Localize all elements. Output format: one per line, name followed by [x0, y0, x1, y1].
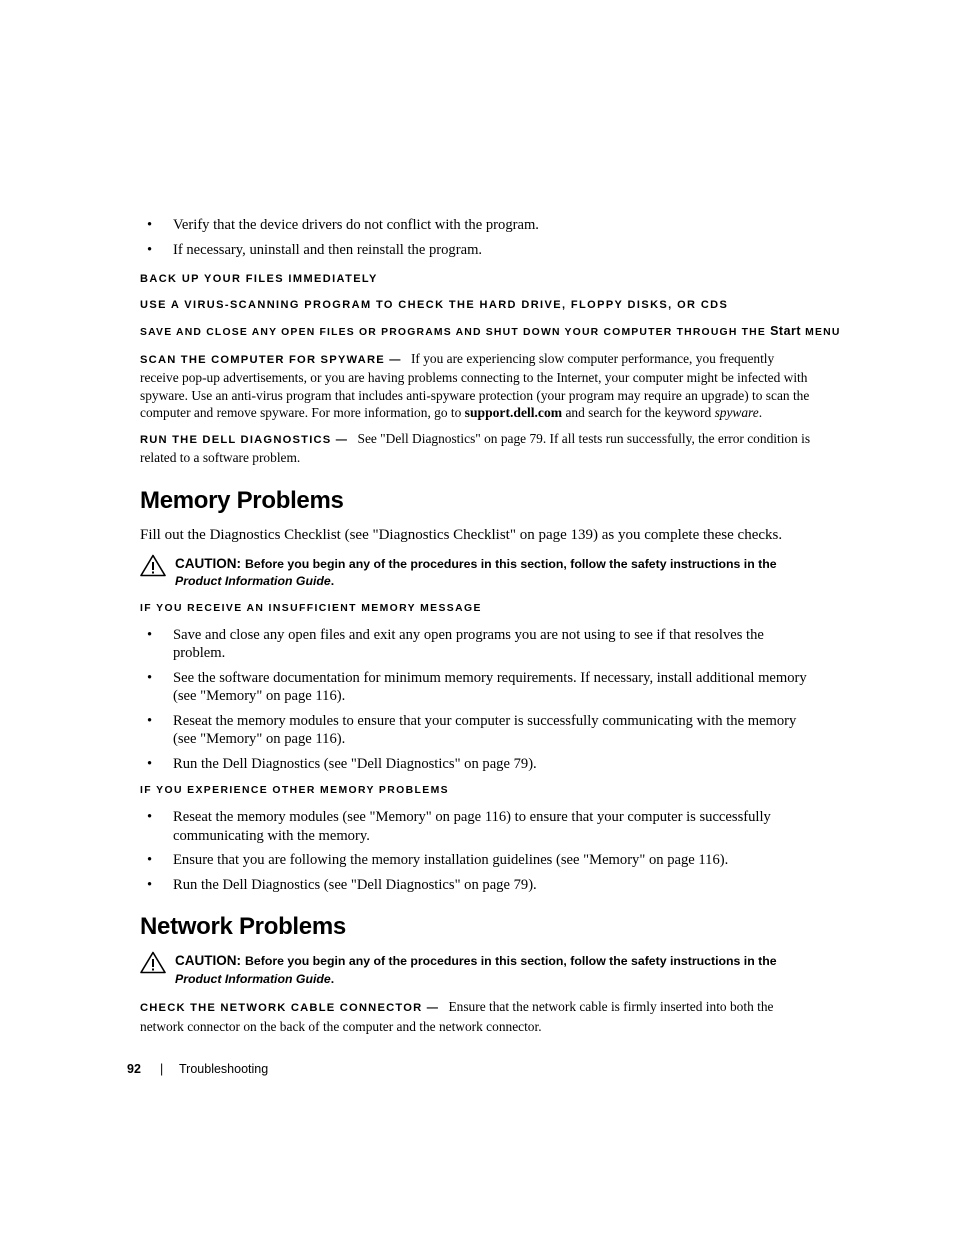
- diagnostics-paragraph: RUN THE DELL DIAGNOSTICS — See "Dell Diagnostics" on page 79. If all tests run successfully, the error condition is related to a software problem.: [140, 430, 811, 466]
- bullet-dot: •: [147, 217, 153, 233]
- list-item: • Reseat the memory modules to ensure that your computer is successfully communicating with the memory (see "Memory" on page 116).: [147, 712, 797, 748]
- page-content: [140, 216, 841, 1043]
- bullet-dot: •: [147, 809, 153, 826]
- other-memory-heading: IF YOU EXPERIENCE OTHER MEMORY PROBLEMS: [140, 785, 450, 797]
- warning-triangle-icon: [140, 554, 166, 577]
- list-item: • Ensure that you are following the memory installation guidelines (see "Memory" on page 116).: [147, 852, 729, 869]
- warning-triangle-icon: [140, 951, 166, 974]
- network-caution: CAUTION: Before you begin any of the procedures in this section, follow the safety instructions in the Product Information Guide.: [140, 952, 812, 988]
- insufficient-memory-list: [140, 626, 812, 774]
- insufficient-memory-heading: IF YOU RECEIVE AN INSUFFICIENT MEMORY MESSAGE: [140, 602, 482, 614]
- save-close-heading: SAVE AND CLOSE ANY OPEN FILES OR PROGRAMS AND SHUT DOWN YOUR COMPUTER THROUGH THE Start MENU: [140, 324, 841, 338]
- bullet-dot: •: [147, 755, 153, 772]
- bullet-dot: •: [147, 241, 153, 258]
- list-item: • See the software documentation for minimum memory requirements. If necessary, install additional memory (see "Memory" on page 116).: [147, 669, 807, 705]
- backup-heading: BACK UP YOUR FILES IMMEDIATELY: [140, 273, 378, 285]
- bullet-dot: •: [147, 852, 153, 869]
- memory-intro: Fill out the Diagnostics Checklist (see "Diagnostics Checklist" on page 139) as you complete these checks.: [140, 527, 783, 544]
- bullet-dot: •: [147, 712, 153, 729]
- network-cable-lead: CHECK THE NETWORK CABLE CONNECTOR —: [140, 1002, 440, 1015]
- list-item: • Reseat the memory modules (see "Memory" on page 116) to ensure that your computer is successfully communicating with the memory.: [147, 809, 771, 844]
- footer-separator: |: [160, 1062, 164, 1076]
- bullet-dot: •: [147, 876, 153, 893]
- list-item: • Save and close any open files and exit any open programs you are not using to see if that resolves the problem.: [147, 626, 764, 662]
- network-cable-paragraph: CHECK THE NETWORK CABLE CONNECTOR — Ensure that the network cable is firmly inserted into both the network connector on the back of the computer and the network connector.: [140, 999, 774, 1034]
- memory-problems-title: Memory Problems: [140, 487, 344, 515]
- diagnostics-lead: RUN THE DELL DIAGNOSTICS —: [140, 433, 349, 446]
- memory-caution: CAUTION: Before you begin any of the procedures in this section, follow the safety instructions in the Product Information Guide.: [140, 555, 812, 591]
- page-number: 92: [127, 1062, 141, 1076]
- list-item: • Verify that the device drivers do not conflict with the program.: [147, 217, 539, 233]
- footer-section-title: Troubleshooting: [179, 1062, 269, 1076]
- list-item: • Run the Dell Diagnostics (see "Dell Diagnostics" on page 79).: [147, 755, 537, 772]
- top-bullet-list: [140, 216, 812, 259]
- list-item: • If necessary, uninstall and then reinstall the program.: [147, 241, 483, 258]
- bullet-dot: •: [147, 626, 153, 643]
- start-menu-label: Start: [770, 324, 802, 338]
- spyware-lead: SCAN THE COMPUTER FOR SPYWARE —: [140, 354, 402, 366]
- network-problems-title: Network Problems: [140, 913, 346, 941]
- other-memory-list: [140, 808, 812, 894]
- spyware-paragraph: SCAN THE COMPUTER FOR SPYWARE — If you are experiencing slow computer performance, you frequently receive pop-up advertisements, or you are having problems connecting to the Internet, your computer might be infected with spyware. Use an anti-virus program that includes anti-spyware protection (your program may require an upgrade) to scan the computer and remove spyware. For more information, go to support.dell.com and search for the keyword spyware.: [140, 351, 810, 421]
- bullet-dot: •: [147, 669, 153, 686]
- list-item: • Run the Dell Diagnostics (see "Dell Diagnostics" on page 79).: [147, 876, 537, 893]
- virus-heading: USE A VIRUS-SCANNING PROGRAM TO CHECK THE HARD DRIVE, FLOPPY DISKS, OR CDS: [140, 299, 729, 311]
- support-link[interactable]: support.dell.com: [464, 405, 563, 421]
